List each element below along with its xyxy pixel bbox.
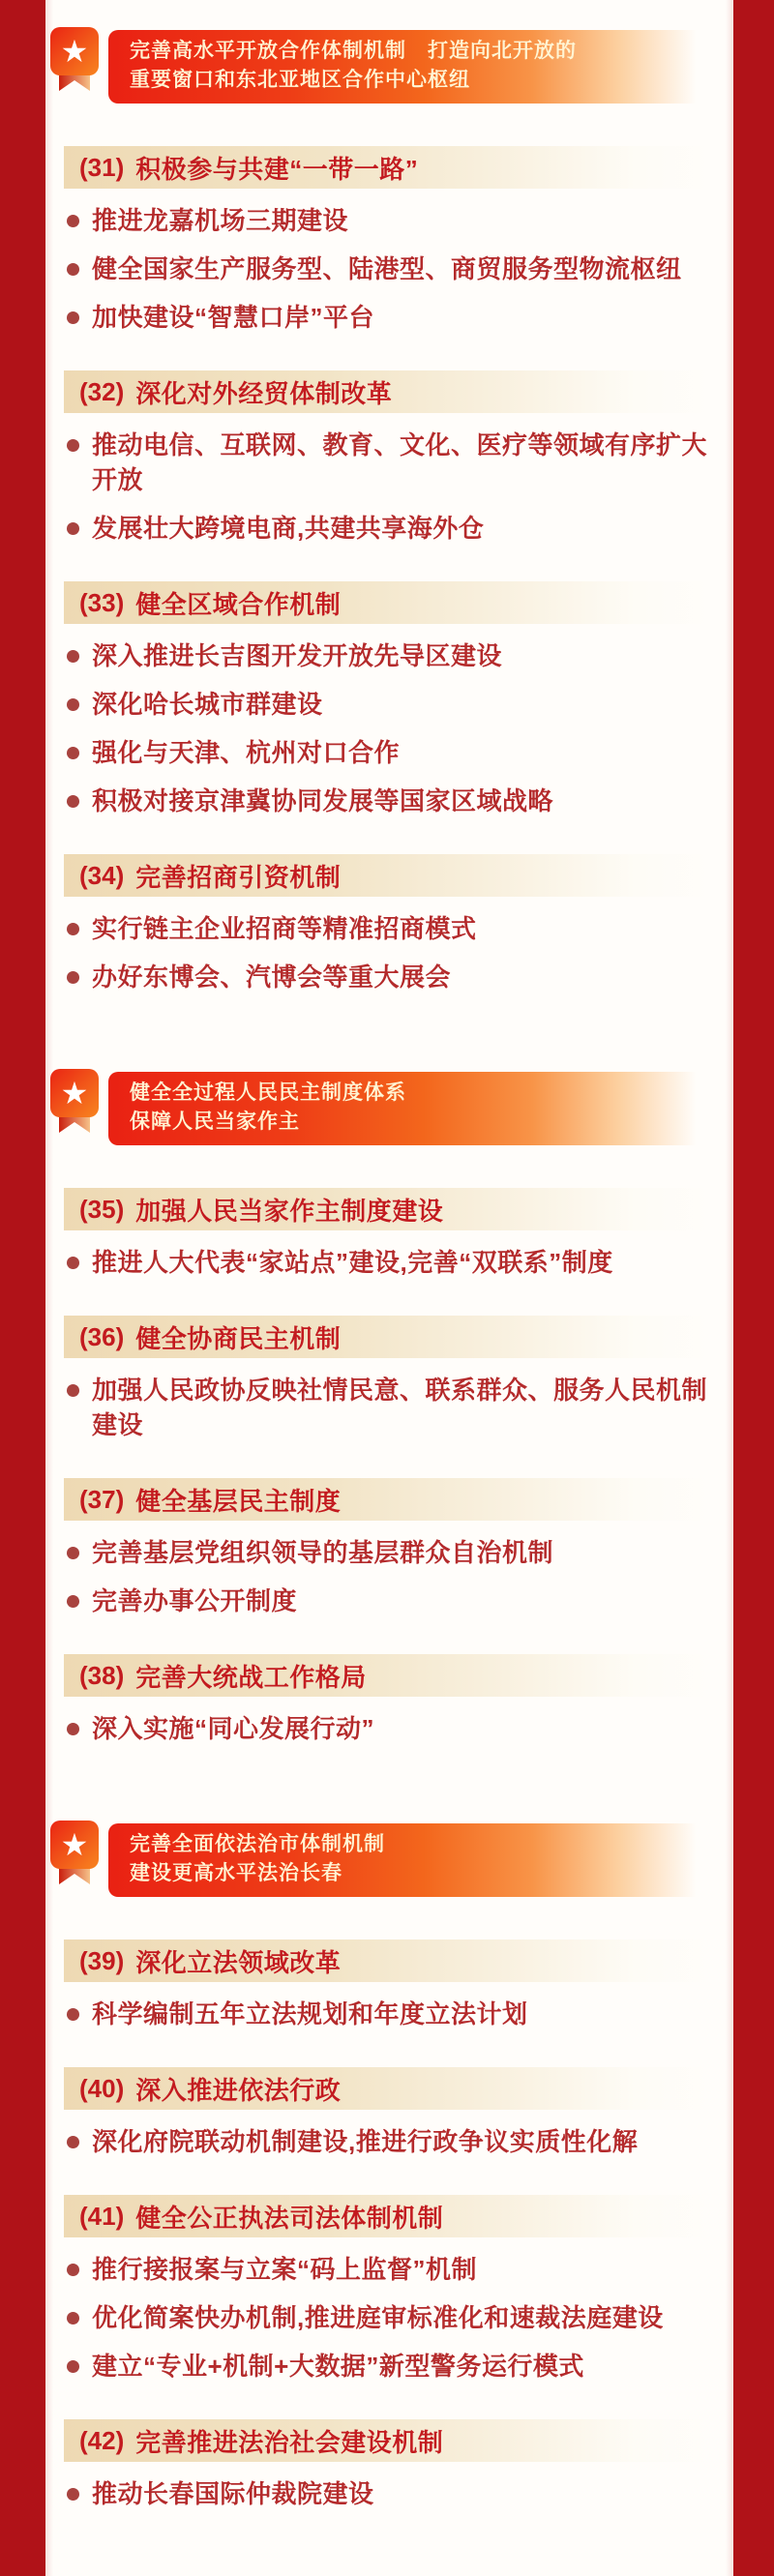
section-banner: [50, 1821, 714, 1897]
star-ribbon-icon: [50, 1821, 99, 1886]
bullet-item: [64, 1990, 714, 2038]
star-ribbon-icon: [50, 27, 99, 93]
section-header: [64, 581, 714, 624]
section-title: 完善招商引资机制: [135, 862, 342, 892]
section-header: [64, 854, 714, 897]
bullet-item: [64, 728, 714, 777]
bullet-dot-icon: [67, 1257, 79, 1269]
section-title: 积极参与共建“一带一路”: [135, 154, 419, 184]
section-header: [64, 1478, 714, 1521]
bullet-dot-icon: [67, 971, 79, 984]
section-title: 深化立法领域改革: [135, 1947, 342, 1977]
section-31: [64, 146, 714, 341]
section-header: [64, 2195, 714, 2237]
bullet-dot-icon: [67, 2488, 79, 2501]
bullet-text: 加强人民政协反映社情民意、联系群众、服务人民机制建设: [92, 1376, 708, 1439]
left-red-band: [0, 0, 45, 2576]
section-title: 健全基层民主制度: [135, 1486, 342, 1516]
section-33: [64, 581, 714, 825]
bullet-item: [64, 1366, 714, 1449]
bullet-text: 深化府院联动机制建设,推进行政争议实质性化解: [92, 2127, 639, 2156]
bullet-item: [64, 904, 714, 953]
banner-title-line: 重要窗口和东北亚地区合作中心枢纽: [130, 69, 470, 91]
bullet-dot-icon: [67, 923, 79, 935]
bullet-text: 积极对接京津冀协同发展等国家区域战略: [92, 786, 554, 815]
bullet-text: 加快建设“智慧口岸”平台: [92, 303, 375, 332]
section-header: [64, 2067, 714, 2110]
section-number: (38): [79, 1660, 125, 1690]
section-number: (32): [79, 376, 125, 406]
section-35: [64, 1188, 714, 1287]
section-number: (40): [79, 2073, 125, 2103]
right-red-band: [733, 0, 774, 2576]
bullet-text: 办好东博会、汽博会等重大展会: [92, 962, 452, 992]
section-number: (34): [79, 860, 125, 890]
section-header: [64, 2419, 714, 2462]
bullet-text: 深化哈长城市群建设: [92, 690, 323, 719]
bullet-text: 健全国家生产服务型、陆港型、商贸服务型物流枢纽: [92, 254, 682, 283]
banner-title-line: 完善全面依法治市体制机制: [130, 1833, 385, 1855]
banner-title-line: 完善高水平开放合作体制机制 打造向北开放的: [130, 40, 577, 62]
bullet-item: [64, 293, 714, 341]
bullet-dot-icon: [67, 311, 79, 324]
bullet-dot-icon: [67, 215, 79, 227]
section-title: 深化对外经贸体制改革: [135, 378, 393, 408]
bullet-item: [64, 2245, 714, 2294]
section-title: 完善大统战工作格局: [135, 1662, 367, 1692]
bullet-dot-icon: [67, 747, 79, 759]
bullet-item: [64, 2342, 714, 2390]
banner-title-line: 健全全过程人民民主制度体系: [130, 1081, 406, 1104]
section-38: [64, 1654, 714, 1753]
section-header: [64, 370, 714, 413]
section-number: (42): [79, 2425, 125, 2455]
bullet-text: 推进龙嘉机场三期建设: [92, 206, 349, 235]
section-title: 完善推进法治社会建设机制: [135, 2427, 444, 2457]
bullet-text: 完善办事公开制度: [92, 1586, 298, 1615]
section-header: [64, 146, 714, 189]
section-banner: [50, 1069, 714, 1145]
bullet-dot-icon: [67, 2264, 79, 2276]
section-39: [64, 1939, 714, 2038]
bullet-text: 推动长春国际仲裁院建设: [92, 2479, 374, 2508]
bullet-text: 推进人大代表“家站点”建设,完善“双联系”制度: [92, 1248, 613, 1277]
bullet-item: [64, 504, 714, 552]
banner-bar: [108, 1072, 714, 1145]
bullet-text: 推动电信、互联网、教育、文化、医疗等领域有序扩大开放: [92, 430, 708, 494]
section-header: [64, 1939, 714, 1982]
bullet-text: 完善基层党组织领导的基层群众自治机制: [92, 1538, 554, 1567]
bullet-dot-icon: [67, 795, 79, 808]
bullet-item: [64, 1577, 714, 1625]
bullet-text: 推行接报案与立案“码上监督”机制: [92, 2255, 478, 2284]
bullet-dot-icon: [67, 1547, 79, 1559]
bullet-dot-icon: [67, 2360, 79, 2373]
bullet-item: [64, 680, 714, 728]
bullet-dot-icon: [67, 522, 79, 535]
bullet-dot-icon: [67, 650, 79, 663]
bullet-text: 深入推进长吉图开发开放先导区建设: [92, 641, 503, 670]
section-title: 深入推进依法行政: [135, 2075, 342, 2105]
section-number: (41): [79, 2201, 125, 2231]
section-37: [64, 1478, 714, 1625]
bullet-text: 强化与天津、杭州对口合作: [92, 738, 401, 767]
section-number: (39): [79, 1945, 125, 1975]
section-header: [64, 1654, 714, 1697]
bullet-dot-icon: [67, 698, 79, 711]
bullet-text: 深入实施“同心发展行动”: [92, 1714, 375, 1743]
svg-text:★: ★: [60, 1827, 89, 1862]
svg-text:★: ★: [60, 34, 89, 69]
bullet-item: [64, 953, 714, 1001]
section-title: 健全区域合作机制: [135, 589, 342, 619]
bullet-text: 优化简案快办机制,推进庭审标准化和速裁法庭建设: [92, 2303, 664, 2332]
section-header: [64, 1316, 714, 1358]
bullet-item: [64, 777, 714, 825]
bullet-item: [64, 245, 714, 293]
section-40: [64, 2067, 714, 2166]
bullet-dot-icon: [67, 2008, 79, 2021]
section-42: [64, 2419, 714, 2518]
bullet-dot-icon: [67, 1595, 79, 1608]
section-title: 健全公正执法司法体制机制: [135, 2203, 444, 2233]
section-36: [64, 1316, 714, 1449]
star-ribbon-icon: [50, 1069, 99, 1135]
bullet-dot-icon: [67, 1384, 79, 1397]
bullet-text: 科学编制五年立法规划和年度立法计划: [92, 1999, 528, 2028]
banner-bar: [108, 1823, 714, 1897]
bullet-item: [64, 421, 714, 504]
svg-text:★: ★: [60, 1076, 89, 1110]
section-banner: [50, 27, 714, 104]
bullet-item: [64, 1528, 714, 1577]
section-41: [64, 2195, 714, 2390]
section-header: [64, 1188, 714, 1230]
banner-title-line: 保障人民当家作主: [130, 1110, 300, 1133]
bullet-text: 实行链主企业招商等精准招商模式: [92, 914, 477, 943]
bullet-dot-icon: [67, 439, 79, 452]
section-34: [64, 854, 714, 1001]
section-number: (36): [79, 1321, 125, 1351]
section-number: (37): [79, 1484, 125, 1514]
bullet-dot-icon: [67, 263, 79, 276]
bullet-item: [64, 1704, 714, 1753]
bullet-dot-icon: [67, 2136, 79, 2148]
bullet-text: 建立“专业+机制+大数据”新型警务运行模式: [92, 2352, 584, 2381]
bullet-dot-icon: [67, 1723, 79, 1735]
bullet-item: [64, 2294, 714, 2342]
section-number: (31): [79, 152, 125, 182]
bullet-dot-icon: [67, 2312, 79, 2324]
bullet-text: 发展壮大跨境电商,共建共享海外仓: [92, 514, 485, 543]
section-title: 加强人民当家作主制度建设: [135, 1196, 444, 1226]
bullet-item: [64, 2470, 714, 2518]
bullet-item: [64, 196, 714, 245]
section-title: 健全协商民主机制: [135, 1323, 342, 1353]
bullet-item: [64, 1238, 714, 1287]
banner-bar: [108, 30, 714, 104]
bullet-item: [64, 2117, 714, 2166]
bullet-item: [64, 632, 714, 680]
banner-title-line: 建设更高水平法治长春: [130, 1862, 342, 1884]
section-number: (35): [79, 1194, 125, 1224]
section-number: (33): [79, 587, 125, 617]
section-32: [64, 370, 714, 552]
